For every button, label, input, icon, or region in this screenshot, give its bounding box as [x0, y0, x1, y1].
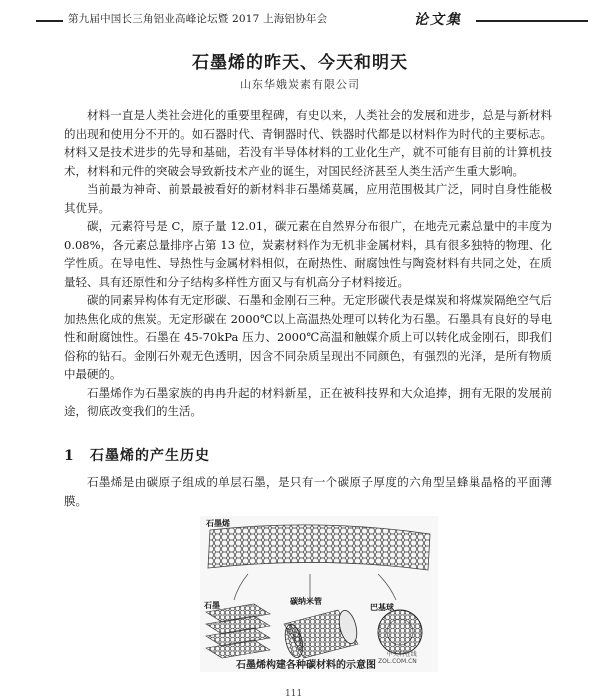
paragraph: 石墨烯作为石墨家族的冉冉升起的材料新星，正在被科技界和大众追捧，拥有无限的发展前途，彻底改变我们的生活。 — [64, 385, 552, 418]
label-graphite: 石墨 — [204, 601, 220, 610]
paragraph: 碳的同素异构体有无定形碳、石墨和金刚石三种。无定形碳代表是煤炭和将煤炭隔绝空气后加热焦化成的焦炭。无定形碳在 2000℃以上高温热处理可以转化为石墨。石墨具有良好的导电性和耐腐蚀性。石墨在 45-70kPa 压力、2000℃高温和触媒介质上可以转化成金刚石，即我们俗称的钻石。金刚石外观无色透明，因含不同杂质呈现出不同颜色，有强烈的光泽，是所有物质中最硬的。 — [64, 293, 552, 381]
header-rule-left — [36, 20, 63, 22]
graphene-sheet — [208, 525, 430, 570]
figure-watermark — [378, 651, 417, 665]
page-number: 111 — [285, 689, 303, 699]
paragraph: 当前最为神奇、前景最被看好的新材料非石墨烯莫属，应用范围极其广泛，同时自身性能极其优异。 — [64, 182, 552, 215]
section-title: 石墨烯的产生历史 — [90, 448, 210, 464]
carbon-structures-figure — [200, 516, 438, 672]
intro-body — [64, 106, 552, 421]
section-body — [64, 473, 552, 510]
figure-caption: 石墨烯构建各种碳材料的示意图 — [236, 660, 376, 671]
graphite-stack — [206, 604, 270, 658]
label-buckyball: 巴基球 — [370, 603, 394, 612]
header-brand: 论文集 — [414, 12, 462, 28]
paragraph: 石墨烯是由碳原子组成的单层石墨，是只有一个碳原子厚度的六角型呈蜂巢晶格的平面薄膜。 — [64, 475, 552, 508]
figure-illustration — [200, 516, 438, 672]
article-title: 石墨烯的昨天、今天和明天 — [192, 53, 408, 73]
running-header — [36, 10, 588, 30]
section-heading — [64, 445, 210, 465]
paragraph: 材料一直是人类社会进化的重要里程碑，有史以来，人类社会的发展和进步，总是与新材料的出现和使用分不开的。如石器时代、青铜器时代、铁器时代都是以材料作为时代的主要标志。材料又是技术进步的先导和基础，若没有半导体材料的工业化生产，就不可能有目前的计算机技术，材料和元件的突破会导致新技术产业的诞生，对国民经济甚至人类生活产生重大影响。 — [64, 108, 552, 178]
label-nanotube: 碳纳米管 — [290, 597, 322, 606]
section-number: 1 — [64, 448, 75, 464]
header-text: 第九届中国长三角铝业高峰论坛暨 2017 上海铝协年会 — [68, 13, 328, 25]
header-rule-right — [476, 20, 588, 22]
carbon-nanotube — [282, 609, 360, 660]
watermark-line: ZOL.COM.CN — [378, 658, 417, 665]
article-author: 山东华娥炭素有限公司 — [240, 78, 360, 91]
buckyball — [378, 610, 422, 654]
label-graphene: 石墨烯 — [206, 519, 230, 528]
paragraph: 碳，元素符号是 C，原子量 12.01，碳元素在自然界分布很广，在地壳元素总量中的丰度为 0.08%，各元素总量排序占第 13 位，炭素材料作为无机非金属材料，具有很多独特的物理、化学性质。在导电性、导热性与金属材料相似，在耐热性、耐腐蚀性与陶瓷材料有共同之处，在质量轻、具有还原性和分子结构多样性方面又与有机高分子材料接近。 — [64, 219, 552, 289]
watermark-line: 中关村在线 — [386, 651, 417, 658]
